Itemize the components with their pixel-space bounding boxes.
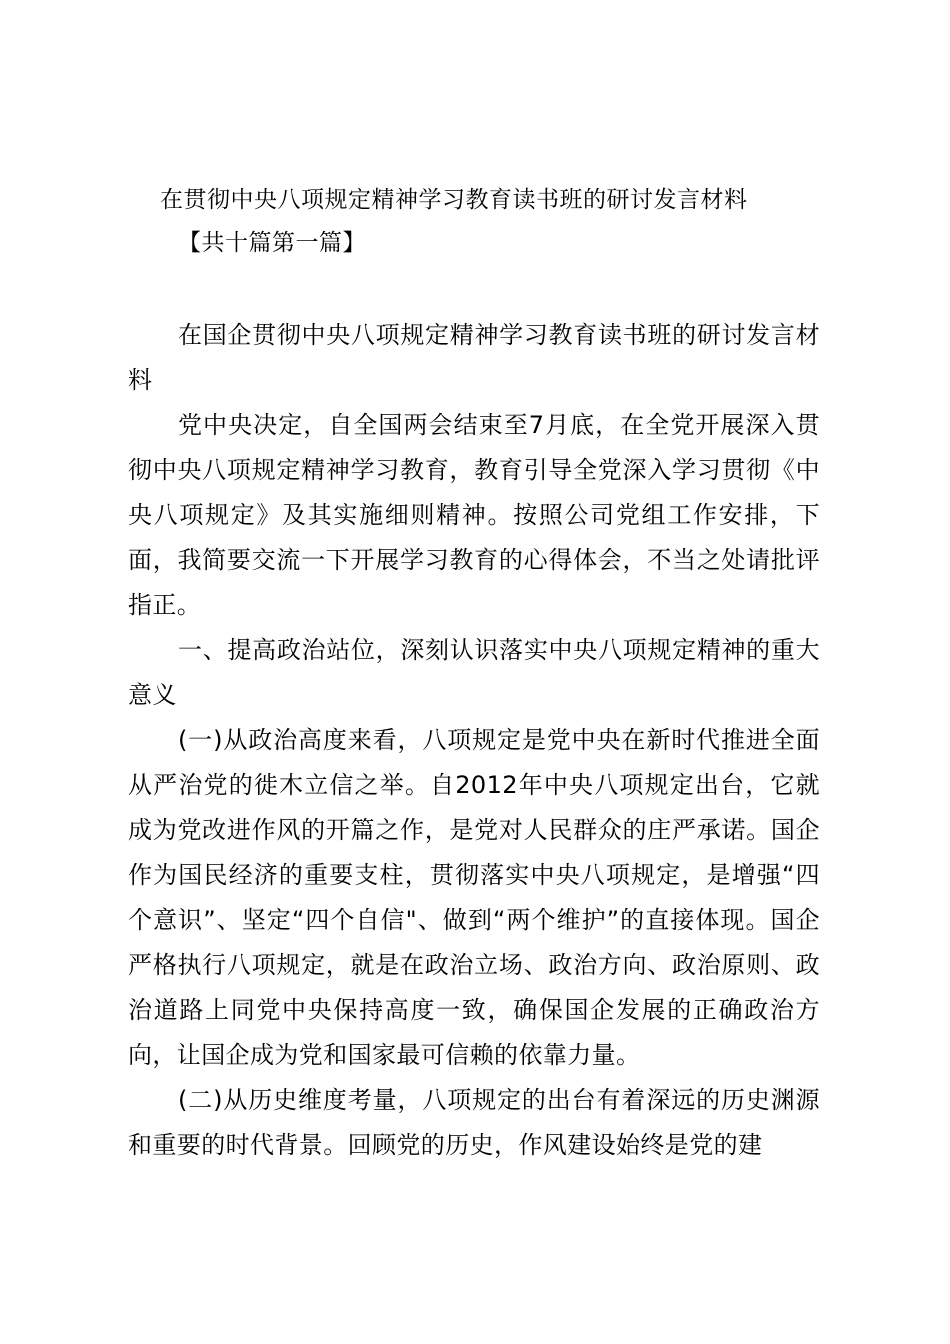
paragraph-point-two: (二)从历史维度考量，八项规定的出台有着深远的历史渊源和重要的时代背景。回顾党的历史，作风建设始终是党的建	[128, 1086, 820, 1159]
document-title: 在贯彻中央八项规定精神学习教育读书班的研讨发言材料	[160, 187, 748, 213]
section-heading-one: 一、提高政治站位，深刻认识落实中央八项规定精神的重大意义	[128, 636, 820, 709]
document-subtitle: 【共十篇第一篇】	[178, 230, 366, 256]
paragraph-intro: 党中央决定，自全国两会结束至7月底，在全党开展深入贯彻中央八项规定精神学习教育，教育引导全党深入学习贯彻《中央八项规定》及其实施细则精神。按照公司党组工作安排，下面，我简要交流一下开展学习教育的心得体会，不当之处请批评指正。	[128, 411, 820, 619]
paragraph-point-one: (一)从政治高度来看，八项规定是党中央在新时代推进全面从严治党的徙木立信之举。自2012年中央八项规定出台，它就成为党改进作风的开篇之作，是党对人民群众的庄严承诺。国企作为国民经济的重要支柱，贯彻落实中央八项规定，是增强“四个意识”、坚定“四个自信"、做到“两个维护”的直接体现。国企严格执行八项规定，就是在政治立场、政治方向、政治原则、政治道路上同党中央保持高度一致，确保国企发展的正确政治方向，让国企成为党和国家最可信赖的依靠力量。	[128, 726, 820, 1069]
paragraph-heading: 在国企贯彻中央八项规定精神学习教育读书班的研讨发言材料	[128, 321, 820, 394]
document-body	[128, 313, 820, 1168]
